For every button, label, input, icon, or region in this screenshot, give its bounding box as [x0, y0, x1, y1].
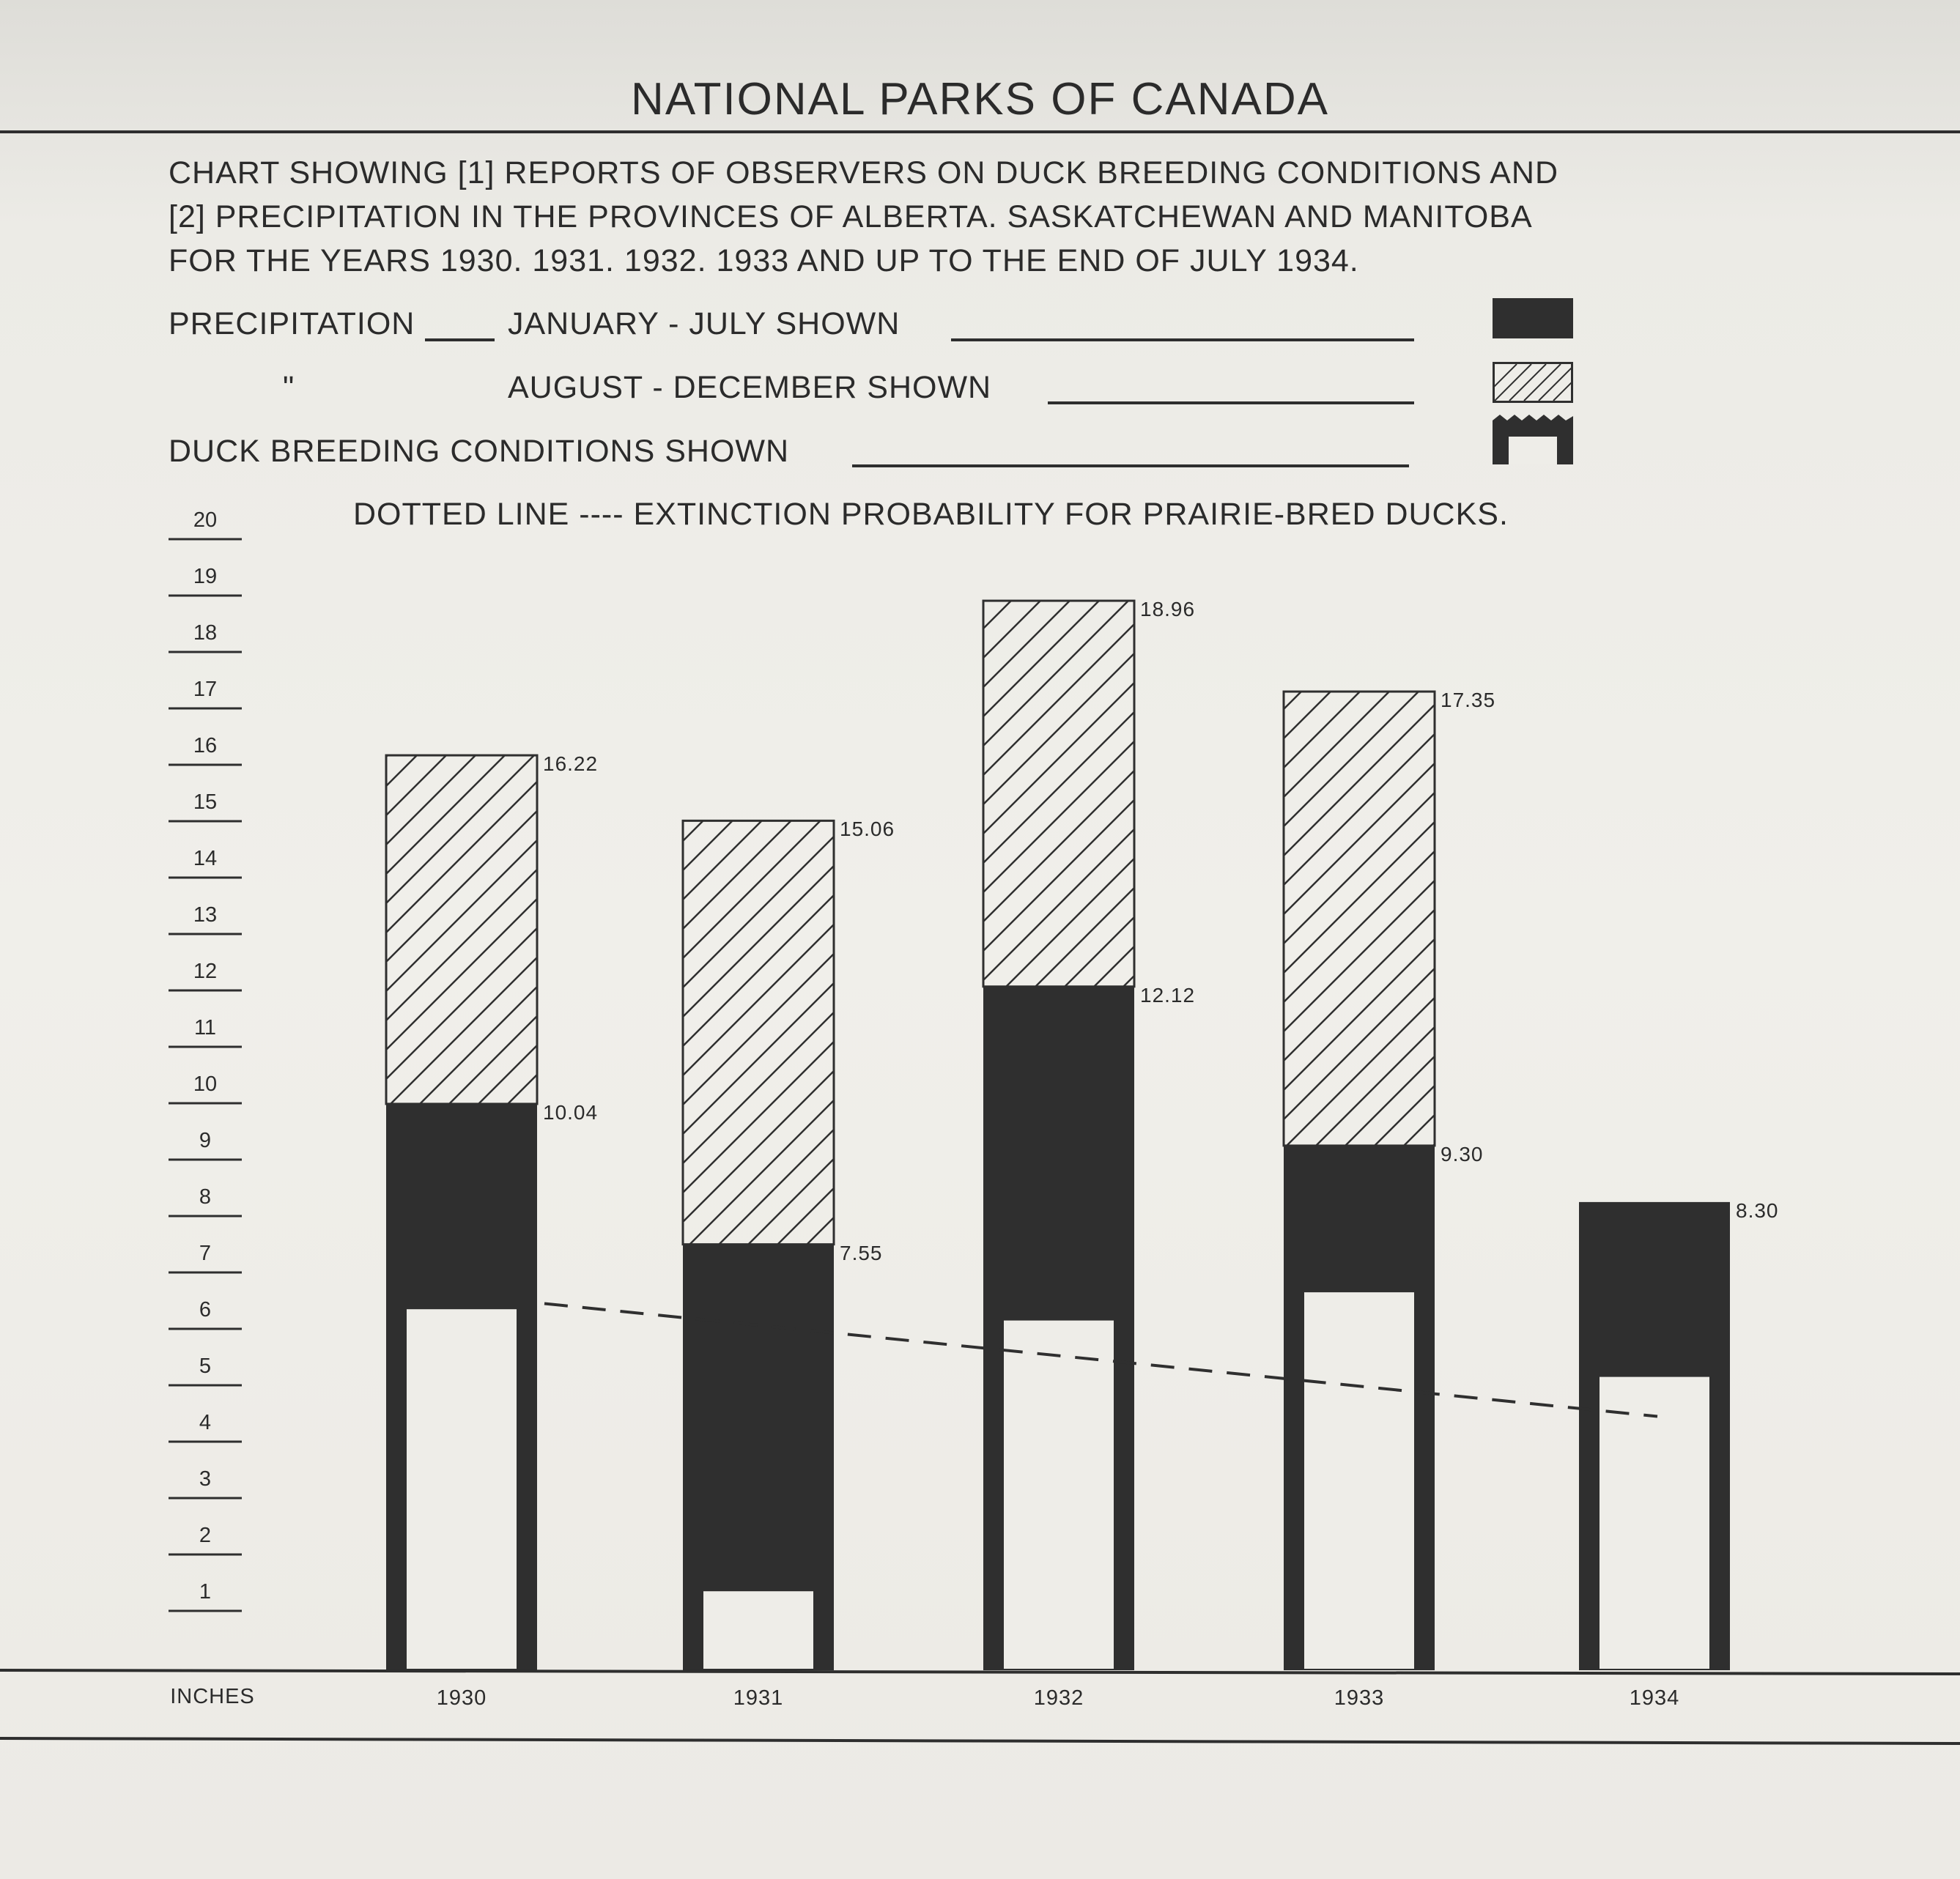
- bar-group-1931: [683, 820, 834, 1670]
- x-label-1934: 1934: [1629, 1686, 1680, 1710]
- x-axis-title: INCHES: [170, 1685, 255, 1708]
- x-label-1933: 1933: [1334, 1686, 1385, 1710]
- x-label-1931: 1931: [733, 1686, 784, 1710]
- y-tick-label-13: 13: [193, 903, 218, 927]
- value-label-total-1932: 18.96: [1140, 598, 1196, 621]
- value-label-total-1931: 15.06: [840, 818, 895, 841]
- description-line-3: FOR THE YEARS 1930. 1931. 1932. 1933 AND UP TO THE END OF JULY 1934.: [169, 243, 1359, 278]
- bar-group-1932: [983, 601, 1134, 1670]
- y-tick-label-7: 7: [199, 1242, 212, 1265]
- y-tick-label-17: 17: [193, 678, 218, 701]
- page-title: NATIONAL PARKS OF CANADA: [631, 74, 1329, 125]
- y-tick-label-9: 9: [199, 1129, 212, 1152]
- y-tick-label-2: 2: [199, 1524, 212, 1547]
- bar-group-1930: [386, 755, 537, 1670]
- y-tick-label-11: 11: [193, 1016, 217, 1039]
- y-tick-label-16: 16: [193, 734, 218, 757]
- duck-conditions-1934: [1600, 1377, 1709, 1669]
- value-label-total-1933: 17.35: [1441, 689, 1496, 712]
- y-tick-label-10: 10: [193, 1072, 218, 1096]
- legend-ditto-mark: ": [283, 370, 295, 405]
- bar-group-1934: [1579, 1202, 1730, 1670]
- bar-aug-dec-1932: [983, 601, 1134, 987]
- y-tick-label-14: 14: [193, 847, 218, 870]
- bar-aug-dec-1930: [386, 755, 537, 1104]
- bar-group-1933: [1284, 692, 1435, 1670]
- legend-dotted-line-label: DOTTED LINE ---- EXTINCTION PROBABILITY FOR PRAIRIE-BRED DUCKS.: [353, 497, 1509, 532]
- duck-conditions-1933: [1304, 1292, 1414, 1669]
- y-tick-label-6: 6: [199, 1298, 212, 1322]
- legend-duck-label: DUCK BREEDING CONDITIONS SHOWN: [169, 434, 790, 469]
- legend-jan-jul-label: JANUARY - JULY SHOWN: [508, 306, 901, 341]
- bar-aug-dec-1933: [1284, 692, 1435, 1146]
- value-label-total-1930: 16.22: [543, 752, 599, 776]
- value-label-jan_jul-1934: 8.30: [1736, 1198, 1779, 1222]
- description-line-1: CHART SHOWING [1] REPORTS OF OBSERVERS ON DUCK BREEDING CONDITIONS AND: [169, 155, 1558, 190]
- y-tick-label-19: 19: [193, 565, 218, 588]
- description-line-2: [2] PRECIPITATION IN THE PROVINCES OF ALBERTA. SASKATCHEWAN AND MANITOBA: [169, 199, 1533, 234]
- legend-precipitation-label: PRECIPITATION: [169, 306, 415, 341]
- duck-conditions-1931: [703, 1591, 813, 1669]
- value-label-jan_jul-1931: 7.55: [840, 1241, 883, 1264]
- bottom-rule: [0, 1738, 1960, 1743]
- baseline: [0, 1670, 1960, 1674]
- bar-aug-dec-1931: [683, 820, 834, 1244]
- x-label-1932: 1932: [1033, 1686, 1084, 1710]
- y-tick-label-15: 15: [193, 790, 218, 814]
- duck-conditions-1932: [1004, 1321, 1114, 1669]
- value-label-jan_jul-1933: 9.30: [1441, 1142, 1484, 1165]
- value-label-jan_jul-1932: 12.12: [1140, 983, 1196, 1007]
- x-label-1930: 1930: [436, 1686, 487, 1710]
- y-tick-label-1: 1: [199, 1580, 212, 1604]
- y-tick-label-4: 4: [199, 1411, 212, 1434]
- legend-aug-dec-label: AUGUST - DECEMBER SHOWN: [508, 370, 992, 405]
- y-tick-label-12: 12: [193, 960, 218, 983]
- y-tick-label-18: 18: [193, 621, 218, 645]
- y-tick-label-20: 20: [193, 508, 218, 532]
- y-tick-label-5: 5: [199, 1354, 212, 1378]
- value-label-jan_jul-1930: 10.04: [543, 1100, 599, 1124]
- duck-conditions-1930: [407, 1309, 517, 1669]
- y-tick-label-8: 8: [199, 1185, 212, 1209]
- y-tick-label-3: 3: [199, 1467, 212, 1491]
